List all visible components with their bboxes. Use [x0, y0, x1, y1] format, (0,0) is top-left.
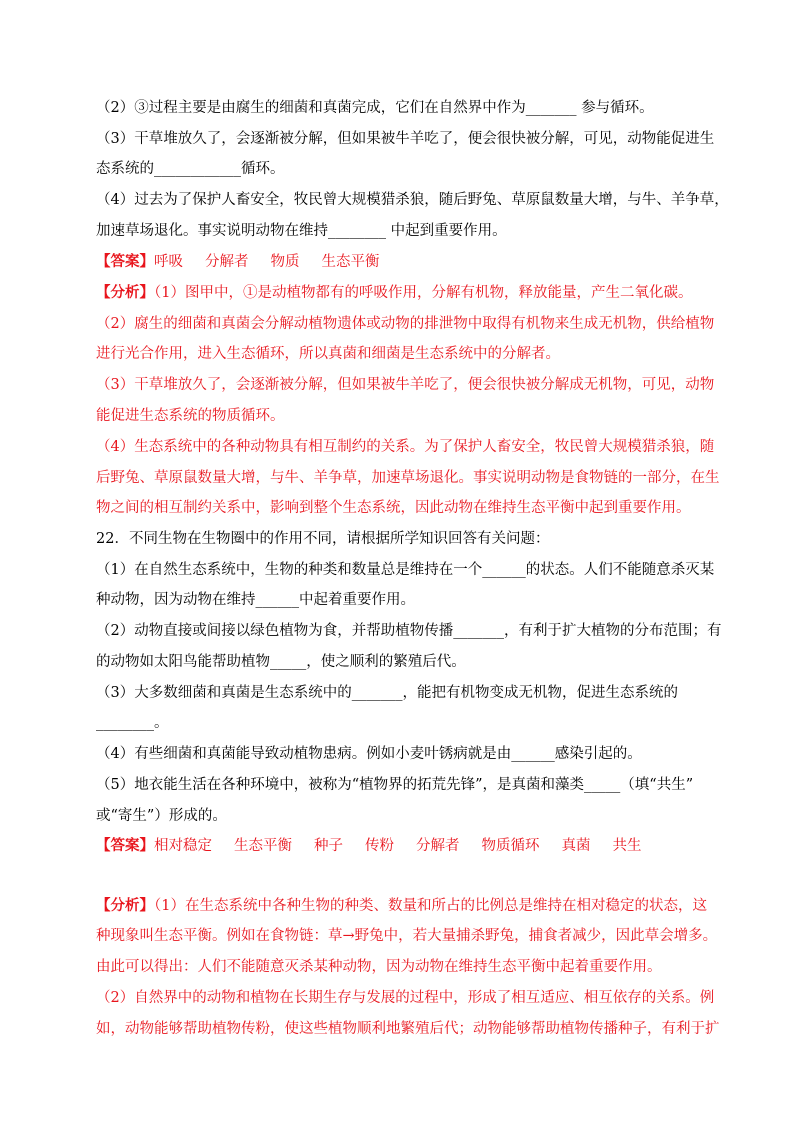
answer-item: 种子 [314, 838, 343, 854]
analysis-text: （1）图甲中，①是动植物都有的呼吸作用，分解有机物，释放能量，产生二氧化碳。 [154, 285, 693, 301]
analysis-1-line1 [96, 283, 692, 303]
answer-item: 分解者 [205, 254, 249, 270]
answer-2 [96, 836, 642, 856]
q22-part2-line1: （2）动物直接或间接以绿色植物为食，并帮助植物传播_______，有利于扩大植物的分布范围；有 [96, 623, 722, 639]
q22-stem: 22．不同生物在生物圈中的作用不同，请根据所学知识回答有关问题： [96, 531, 550, 547]
answer-item: 生态平衡 [321, 254, 380, 270]
analysis-1-line7: 后野兔、草原鼠数量大增，与牛、羊争草，加速草场退化。事实说明动物是食物链的一部分，在生 [96, 470, 720, 486]
answer-tag: 【答案】 [96, 253, 154, 270]
analysis-2-line5: 如，动物能够帮助植物传粉，使这些植物顺利地繁殖后代；动物能够帮助植物传播种子，有利于扩 [96, 1021, 720, 1037]
q22-part1-line2: 种动物，因为动物在维持______中起着重要作用。 [96, 592, 415, 608]
analysis-2-line4: （2）自然界中的动物和植物在长期生存与发展的过程中，形成了相互适应、相互依存的关系。例 [96, 990, 715, 1006]
q21-part4-line1: （4）过去为了保护人畜安全，牧民曾大规模猎杀狼，随后野兔、草原鼠数量大增，与牛、羊争草， [96, 192, 729, 208]
q22-part1-line1: （1）在自然生态系统中，生物的种类和数量总是维持在一个______的状态。人们不能随意杀灭某 [96, 562, 715, 578]
q22-part4: （4）有些细菌和真菌能导致动植物患病。例如小麦叶锈病就是由______感染引起的。 [96, 746, 642, 762]
analysis-2-line3: 由此可以得出：人们不能随意灭杀某种动物，因为动物在维持生态平衡中起着重要作用。 [96, 959, 662, 975]
analysis-tag: 【分析】 [96, 897, 154, 914]
analysis-2-line2: 种现象叫生态平衡。例如在食物链：草→野兔中，若大量捕杀野兔，捕食者减少，因此草会增多。 [96, 928, 718, 944]
answer-item: 传粉 [365, 838, 394, 854]
analysis-1-line3: 进行光合作用，进入生态循环，所以真菌和细菌是生态系统中的分解者。 [96, 346, 560, 362]
q22-part2-line2: 的动物如太阳鸟能帮助植物_____，使之顺利的繁殖后代。 [96, 654, 466, 670]
q22-part3-line1: （3）大多数细菌和真菌是生态系统中的_______，能把有机物变成无机物，促进生态系统的 [96, 685, 678, 701]
q21-part3-line1: （3）干草堆放久了，会逐渐被分解，但如果被牛羊吃了，便会很快被分解，可见，动物能促进生 [96, 131, 715, 147]
answer-1 [96, 252, 380, 272]
answer-item: 呼吸 [154, 254, 183, 270]
analysis-tag: 【分析】 [96, 284, 154, 301]
answer-tag: 【答案】 [96, 837, 154, 854]
answer-item: 真菌 [561, 838, 591, 854]
analysis-1-line5: 能促进生态系统的物质循环。 [96, 408, 285, 424]
analysis-1-line6: （4）生态系统中的各种动物具有相互制约的关系。为了保护人畜安全，牧民曾大规模猎杀狼，随 [96, 439, 715, 455]
q22-part3-line2: ________。 [96, 715, 169, 731]
q22-part5-line2: 或“寄生”）形成的。 [96, 808, 227, 824]
q21-part2: （2）③过程主要是由腐生的细菌和真菌完成，它们在自然界中作为_______ 参与循环。 [96, 100, 654, 116]
analysis-1-line4: （3）干草堆放久了，会逐渐被分解，但如果被牛羊吃了，便会很快被分解成无机物，可见，动物 [96, 377, 715, 393]
q21-part4-line2: 加速草场退化。事实说明动物在维持________ 中起到重要作用。 [96, 223, 507, 239]
answer-item: 物质循环 [481, 838, 540, 854]
analysis-text: （1）在生态系统中各种生物的种类、数量和所占的比例总是维持在相对稳定的状态，这 [154, 898, 707, 914]
answer-item: 分解者 [416, 838, 460, 854]
answer-item: 物质 [270, 254, 300, 270]
analysis-1-line2: （2）腐生的细菌和真菌会分解动植物遗体或动物的排泄物中取得有机物来生成无机物，供给植物 [96, 316, 715, 332]
analysis-2-line1 [96, 896, 707, 916]
q22-part5-line1: （5）地衣能生活在各种环境中，被称为“植物界的拓荒先锋”，是真菌和藻类_____（填“共生” [96, 777, 694, 793]
answer-item: 共生 [612, 838, 642, 854]
q21-part3-line2: 态系统的____________循环。 [96, 161, 285, 177]
answer-item: 生态平衡 [234, 838, 292, 854]
analysis-1-line8: 物之间的相互制约关系中，影响到整个生态系统，因此动物在维持生态平衡中起到重要作用。 [96, 500, 691, 516]
answer-item: 相对稳定 [154, 838, 212, 854]
